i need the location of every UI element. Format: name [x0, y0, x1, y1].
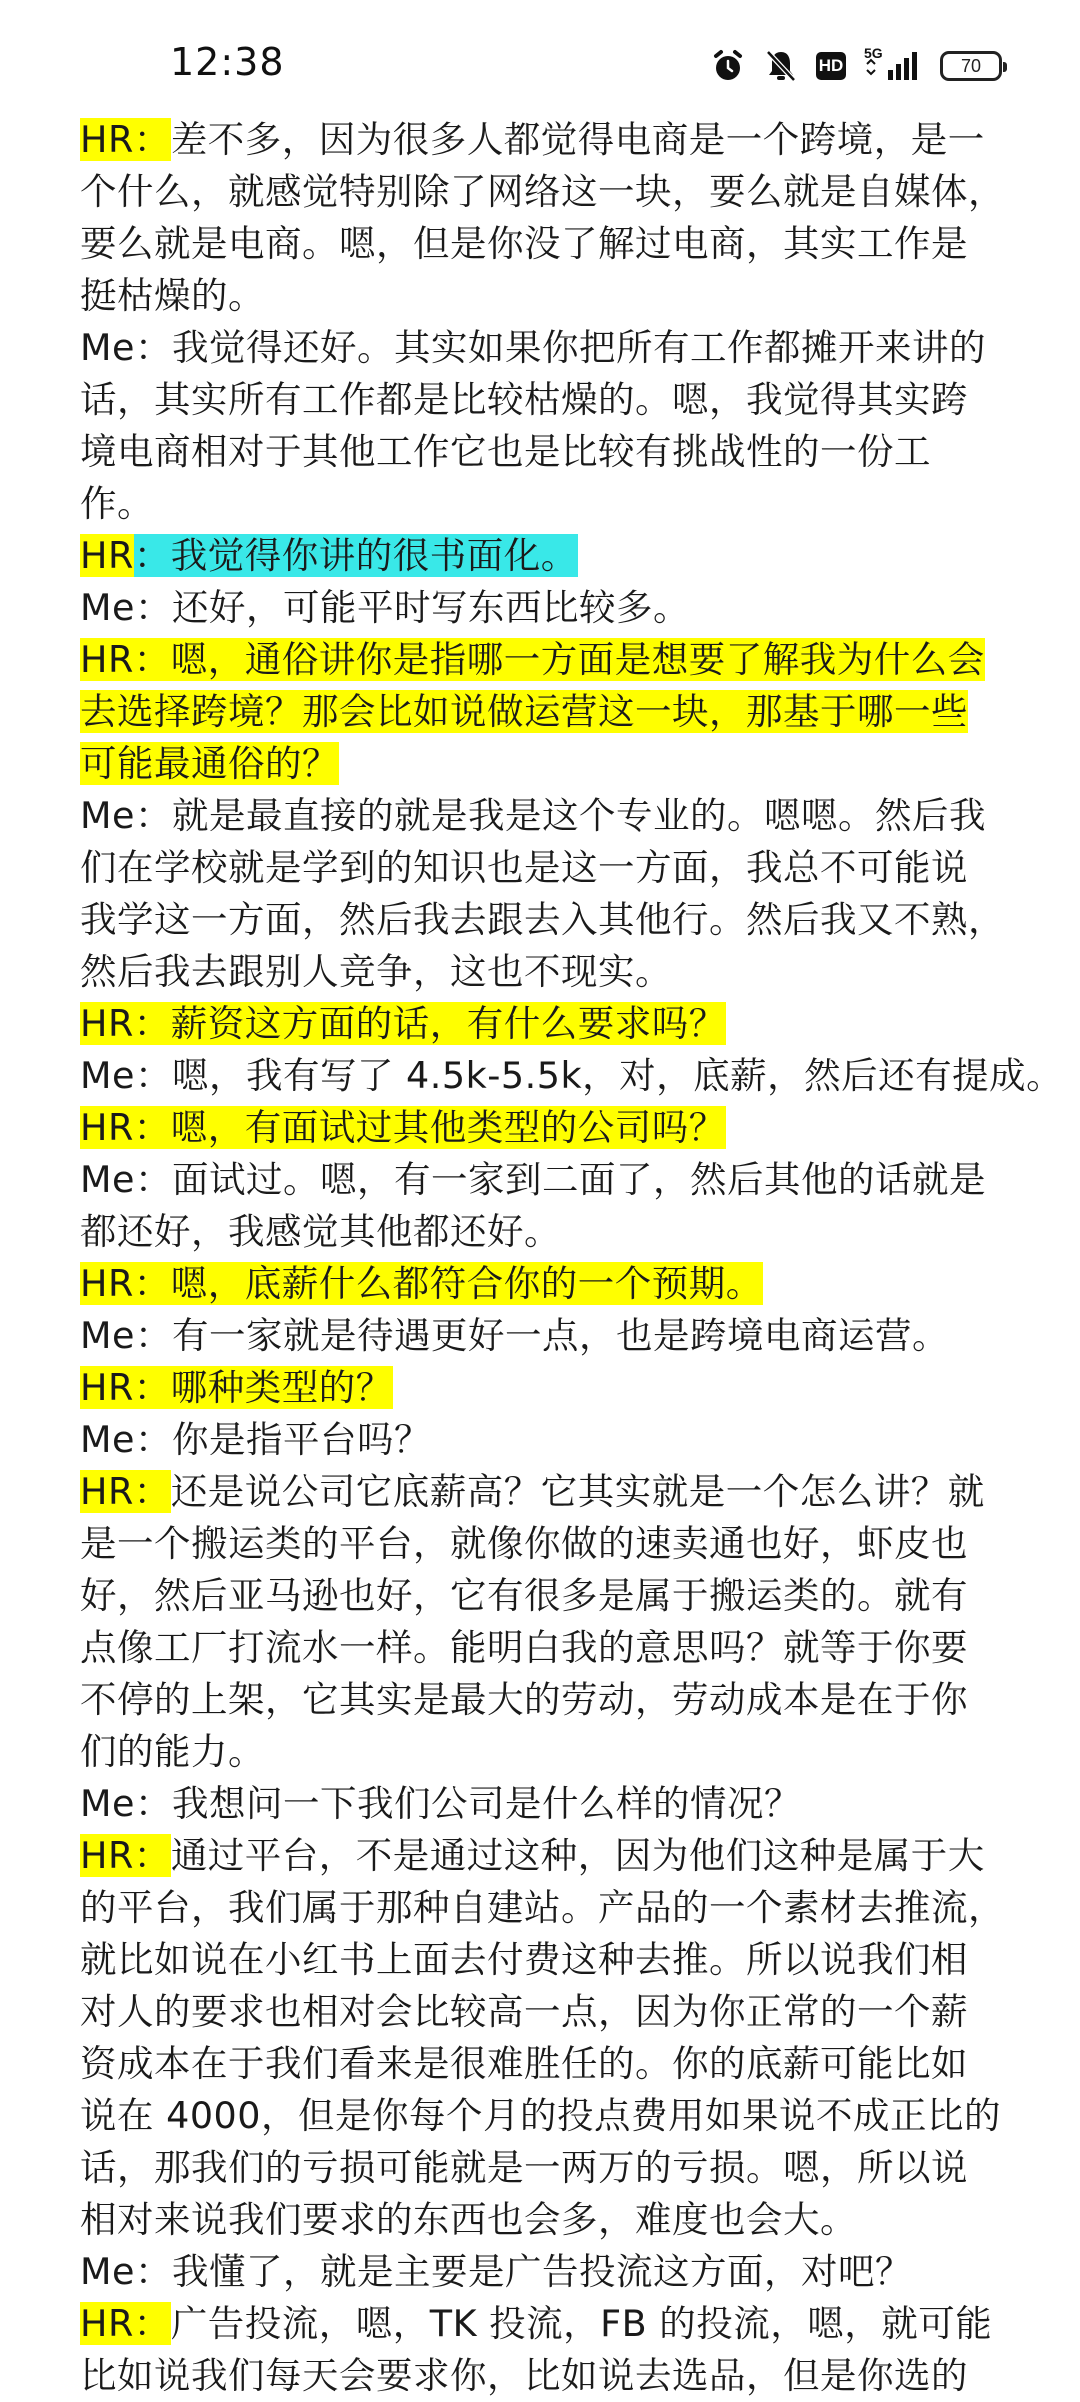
transcript-line	[80, 114, 1020, 166]
highlighted-text: HR：嗯，有面试过其他类型的公司吗？	[80, 1106, 726, 1149]
line-text: Me：就是最直接的就是我是这个专业的。嗯嗯。然后我	[80, 794, 986, 837]
battery-icon	[940, 51, 1002, 81]
transcript-line	[80, 842, 1020, 894]
line-text: 点像工厂打流水一样。能明白我的意思吗？就等于你要	[80, 1626, 968, 1669]
highlighted-text: 去选择跨境？那会比如说做运营这一块，那基于哪一些	[80, 690, 968, 733]
line-text: Me：有一家就是待遇更好一点，也是跨境电商运营。	[80, 1314, 949, 1357]
transcript-line	[80, 1362, 1020, 1414]
highlighted-text: HR：	[80, 1470, 171, 1513]
transcript-line	[80, 2038, 1020, 2090]
line-text: 差不多，因为很多人都觉得电商是一个跨境，是一	[170, 118, 985, 161]
line-text: 好，然后亚马逊也好，它有很多是属于搬运类的。就有	[80, 1574, 968, 1617]
transcript-line	[80, 1050, 1064, 1102]
line-text: Me：嗯，我有写了 4.5k-5.5k，对，底薪，然后还有提成。	[80, 1054, 1064, 1097]
line-text: 资成本在于我们看来是很难胜任的。你的底薪可能比如	[80, 2042, 968, 2085]
transcript-line	[80, 1102, 1020, 1154]
5g-signal-icon	[864, 45, 922, 84]
line-text: Me：你是指平台吗？	[80, 1418, 431, 1461]
line-text: 要么就是电商。嗯，但是你没了解过电商，其实工作是	[80, 222, 968, 265]
line-text: 个什么，就感觉特别除了网络这一块，要么就是自媒体，	[80, 170, 1005, 213]
line-text: 境电商相对于其他工作它也是比较有挑战性的一份工	[80, 430, 931, 473]
line-text: 还是说公司它底薪高？它其实就是一个怎么讲？就	[170, 1470, 985, 1513]
line-text: 广告投流，嗯，TK 投流，FB 的投流，嗯，就可能	[170, 2302, 993, 2345]
highlighted-text: 可能最通俗的？	[80, 742, 339, 785]
line-text: 挺枯燥的。	[80, 274, 265, 317]
battery-level: 70	[960, 55, 982, 76]
highlighted-text: HR：嗯，底薪什么都符合你的一个预期。	[80, 1262, 763, 1305]
transcript-line	[80, 2298, 1020, 2350]
transcript-line	[80, 1154, 1020, 1206]
transcript-line	[80, 894, 1020, 946]
transcript-line	[80, 478, 1020, 530]
transcript-line	[80, 946, 1020, 998]
line-text: 不停的上架，它其实是最大的劳动，劳动成本是在于你	[80, 1678, 968, 1721]
transcript-line	[80, 1258, 1020, 1310]
line-text: 们的能力。	[80, 1730, 265, 1773]
line-text: 就比如说在小红书上面去付费这种去推。所以说我们相	[80, 1938, 968, 1981]
transcript-line	[80, 1206, 1020, 1258]
transcript-line	[80, 2194, 1020, 2246]
transcript-line	[80, 322, 1020, 374]
transcript-line	[80, 1414, 1020, 1466]
transcript-line	[80, 582, 1020, 634]
transcript-line	[80, 2142, 1020, 2194]
line-text: Me：我觉得还好。其实如果你把所有工作都摊开来讲的	[80, 326, 986, 369]
line-text: 说在 4000，但是你每个月的投点费用如果说不成正比的	[80, 2094, 1001, 2137]
highlighted-text: HR：	[80, 118, 171, 161]
transcript-line	[80, 790, 1020, 842]
transcript-line	[80, 998, 1020, 1050]
transcript-line	[80, 2090, 1020, 2142]
transcript-line	[80, 166, 1020, 218]
transcript-line	[80, 1622, 1020, 1674]
transcript-line	[80, 1674, 1020, 1726]
line-text: 都还好，我感觉其他都还好。	[80, 1210, 561, 1253]
status-icons	[710, 46, 1002, 86]
line-text: 通过平台，不是通过这种，因为他们这种是属于大	[170, 1834, 985, 1877]
line-text: Me：我想问一下我们公司是什么样的情况？	[80, 1782, 801, 1825]
alarm-icon	[710, 48, 746, 84]
line-text: 作。	[80, 482, 154, 525]
transcript-line	[80, 1778, 1020, 1830]
line-text: Me：面试过。嗯，有一家到二面了，然后其他的话就是	[80, 1158, 986, 1201]
highlighted-text: HR：	[80, 2302, 171, 2345]
line-text: Me：还好，可能平时写东西比较多。	[80, 586, 690, 629]
transcript-line	[80, 1830, 1020, 1882]
line-text: 相对来说我们要求的东西也会多，难度也会大。	[80, 2198, 857, 2241]
line-text: 我学这一方面，然后我去跟去入其他行。然后我又不熟，	[80, 898, 1005, 941]
line-text: 对人的要求也相对会比较高一点，因为你正常的一个薪	[80, 1990, 968, 2033]
transcript-line	[80, 1310, 1020, 1362]
line-text: 话，其实所有工作都是比较枯燥的。嗯，我觉得其实跨	[80, 378, 968, 421]
transcript-line	[80, 2246, 1020, 2298]
highlighted-text: HR：薪资这方面的话，有什么要求吗？	[80, 1002, 726, 1045]
highlighted-text: ：我觉得你讲的很书面化。	[133, 534, 578, 577]
transcript-line	[80, 530, 1020, 582]
transcript-line	[80, 686, 1020, 738]
highlighted-text: HR	[80, 534, 134, 577]
transcript-line	[80, 1466, 1020, 1518]
transcript-line	[80, 218, 1020, 270]
transcript	[80, 114, 1064, 2402]
transcript-line	[80, 374, 1020, 426]
mute-bell-icon	[764, 48, 798, 84]
line-text: 然后我去跟别人竞争，这也不现实。	[80, 950, 672, 993]
transcript-line	[80, 426, 1020, 478]
line-text: 的平台，我们属于那种自建站。产品的一个素材去推流，	[80, 1886, 1005, 1929]
transcript-line	[80, 1726, 1020, 1778]
transcript-line	[80, 2350, 1020, 2402]
highlighted-text: HR：嗯，通俗讲你是指哪一方面是想要了解我为什么会	[80, 638, 985, 681]
line-text: Me：我懂了，就是主要是广告投流这方面，对吧？	[80, 2250, 912, 2293]
transcript-line	[80, 1934, 1020, 1986]
line-text: 们在学校就是学到的知识也是这一方面，我总不可能说	[80, 846, 968, 889]
transcript-line	[80, 1882, 1020, 1934]
highlighted-text: HR：哪种类型的？	[80, 1366, 393, 1409]
hd-icon: HD	[816, 52, 846, 80]
status-bar	[0, 0, 1080, 110]
transcript-line	[80, 270, 1020, 322]
highlighted-text: HR：	[80, 1834, 171, 1877]
transcript-line	[80, 1986, 1020, 2038]
line-text: 是一个搬运类的平台，就像你做的速卖通也好，虾皮也	[80, 1522, 968, 1565]
transcript-line	[80, 1570, 1020, 1622]
line-text: 话，那我们的亏损可能就是一两万的亏损。嗯，所以说	[80, 2146, 968, 2189]
line-text: 比如说我们每天会要求你，比如说去选品，但是你选的	[80, 2354, 968, 2397]
transcript-line	[80, 634, 1020, 686]
network-type-label: 5G	[864, 45, 883, 61]
transcript-line	[80, 1518, 1020, 1570]
status-time: 12:38	[170, 40, 285, 84]
transcript-line	[80, 738, 1020, 790]
